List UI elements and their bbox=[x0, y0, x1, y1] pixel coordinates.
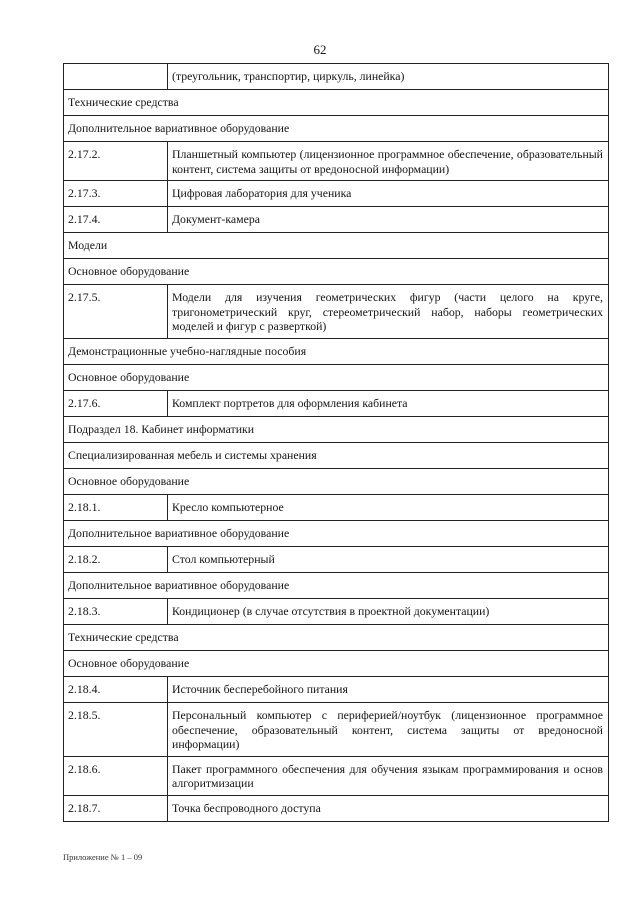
equipment-table-body bbox=[64, 64, 609, 822]
section-heading: Основное оборудование bbox=[64, 468, 609, 494]
equipment-table bbox=[63, 63, 609, 822]
item-code bbox=[64, 64, 168, 90]
item-description: Цифровая лаборатория для ученика bbox=[168, 181, 609, 207]
table-row bbox=[64, 795, 609, 821]
section-row bbox=[64, 259, 609, 285]
item-code: 2.17.2. bbox=[64, 142, 168, 181]
section-heading: Демонстрационные учебно-наглядные пособия bbox=[64, 338, 609, 364]
table-row bbox=[64, 285, 609, 339]
section-heading: Подраздел 18. Кабинет информатики bbox=[64, 416, 609, 442]
table-row bbox=[64, 546, 609, 572]
item-description: Кресло компьютерное bbox=[168, 494, 609, 520]
section-row bbox=[64, 442, 609, 468]
section-heading: Дополнительное вариативное оборудование bbox=[64, 572, 609, 598]
section-row bbox=[64, 624, 609, 650]
item-code: 2.17.3. bbox=[64, 181, 168, 207]
table-row bbox=[64, 142, 609, 181]
section-heading: Технические средства bbox=[64, 624, 609, 650]
section-row bbox=[64, 468, 609, 494]
page-number: 62 bbox=[313, 42, 327, 57]
section-heading: Основное оборудование bbox=[64, 364, 609, 390]
section-heading: Технические средства bbox=[64, 90, 609, 116]
section-row bbox=[64, 520, 609, 546]
table-row bbox=[64, 756, 609, 795]
section-row bbox=[64, 572, 609, 598]
item-description: Точка беспроводного доступа bbox=[168, 795, 609, 821]
item-code: 2.18.2. bbox=[64, 546, 168, 572]
section-heading: Специализированная мебель и системы хранения bbox=[64, 442, 609, 468]
table-row bbox=[64, 64, 609, 90]
section-heading: Дополнительное вариативное оборудование bbox=[64, 116, 609, 142]
section-row bbox=[64, 233, 609, 259]
item-description: Кондиционер (в случае отсутствия в проектной документации) bbox=[168, 598, 609, 624]
item-code: 2.18.3. bbox=[64, 598, 168, 624]
section-row bbox=[64, 650, 609, 676]
section-row bbox=[64, 116, 609, 142]
table-row bbox=[64, 181, 609, 207]
item-code: 2.17.5. bbox=[64, 285, 168, 339]
item-description: (треугольник, транспортир, циркуль, линейка) bbox=[168, 64, 609, 90]
section-heading: Основное оборудование bbox=[64, 650, 609, 676]
table-row bbox=[64, 494, 609, 520]
table-row bbox=[64, 390, 609, 416]
item-description: Стол компьютерный bbox=[168, 546, 609, 572]
item-description: Пакет программного обеспечения для обучения языкам программирования и основ алгоритмизации bbox=[168, 756, 609, 795]
section-heading: Дополнительное вариативное оборудование bbox=[64, 520, 609, 546]
item-code: 2.18.4. bbox=[64, 676, 168, 702]
section-row bbox=[64, 338, 609, 364]
item-description: Документ-камера bbox=[168, 207, 609, 233]
page-footer: Приложение № 1 – 09 bbox=[63, 852, 143, 862]
item-code: 2.18.1. bbox=[64, 494, 168, 520]
item-description: Источник бесперебойного питания bbox=[168, 676, 609, 702]
section-row bbox=[64, 416, 609, 442]
item-code: 2.17.6. bbox=[64, 390, 168, 416]
table-row bbox=[64, 207, 609, 233]
section-heading: Модели bbox=[64, 233, 609, 259]
table-row bbox=[64, 676, 609, 702]
table-row bbox=[64, 598, 609, 624]
item-description: Комплект портретов для оформления кабинета bbox=[168, 390, 609, 416]
section-heading: Основное оборудование bbox=[64, 259, 609, 285]
table-row bbox=[64, 702, 609, 756]
section-row bbox=[64, 364, 609, 390]
item-description: Планшетный компьютер (лицензионное программное обеспечение, образовательный контент, система защиты от вредоносной информации) bbox=[168, 142, 609, 181]
item-code: 2.17.4. bbox=[64, 207, 168, 233]
item-code: 2.18.7. bbox=[64, 795, 168, 821]
item-description: Модели для изучения геометрических фигур (части целого на круге, тригонометрический круг, стереометрический набор, наборы геометрических моделей и фигур с разверткой) bbox=[168, 285, 609, 339]
item-code: 2.18.6. bbox=[64, 756, 168, 795]
item-code: 2.18.5. bbox=[64, 702, 168, 756]
item-description: Персональный компьютер с периферией/ноутбук (лицензионное программное обеспечение, образовательный контент, система защиты от вредоносной информации) bbox=[168, 702, 609, 756]
section-row bbox=[64, 90, 609, 116]
